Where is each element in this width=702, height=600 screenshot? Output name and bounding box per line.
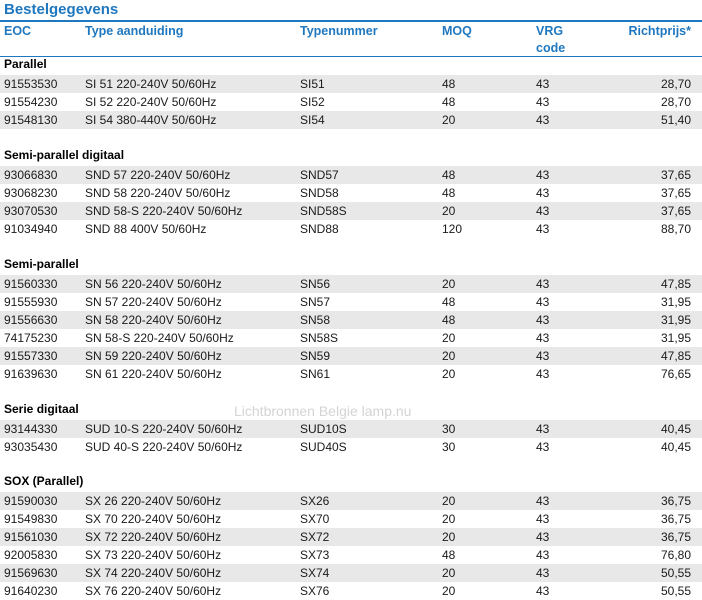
price-cell: 76,80 <box>660 548 691 562</box>
type-cell: SND 88 400V 50/60Hz <box>85 222 207 236</box>
table-row <box>0 564 702 582</box>
moq-cell: 20 <box>442 494 456 508</box>
price-cell: 36,75 <box>660 530 691 544</box>
typenummer-cell: SND58S <box>300 204 347 218</box>
eoc-cell: 91640230 <box>4 584 58 598</box>
page-title: Bestelgegevens <box>4 1 119 18</box>
typenummer-cell: SX74 <box>300 566 330 580</box>
eoc-cell: 93035430 <box>4 440 58 454</box>
price-cell: 31,95 <box>660 295 691 309</box>
section-heading: Serie digitaal <box>4 402 79 416</box>
eoc-cell: 91034940 <box>4 222 58 236</box>
table-row <box>0 311 702 329</box>
eoc-cell: 93070530 <box>4 204 58 218</box>
typenummer-cell: SN58 <box>300 313 331 327</box>
table-row <box>0 347 702 365</box>
type-cell: SND 58-S 220-240V 50/60Hz <box>85 204 243 218</box>
price-cell: 28,70 <box>660 77 691 91</box>
col-header-price: Richtprijs* <box>628 24 691 38</box>
type-cell: SUD 40-S 220-240V 50/60Hz <box>85 440 243 454</box>
typenummer-cell: SND58 <box>300 186 339 200</box>
price-cell: 31,95 <box>660 331 691 345</box>
moq-cell: 20 <box>442 331 456 345</box>
typenummer-cell: SX26 <box>300 494 330 508</box>
vrg-cell: 43 <box>536 168 550 182</box>
table-row <box>0 438 702 456</box>
eoc-cell: 91639630 <box>4 367 58 381</box>
table-row <box>0 510 702 528</box>
vrg-cell: 43 <box>536 566 550 580</box>
price-cell: 40,45 <box>660 422 691 436</box>
typenummer-cell: SI51 <box>300 77 325 91</box>
type-cell: SN 57 220-240V 50/60Hz <box>85 295 222 309</box>
moq-cell: 48 <box>442 168 456 182</box>
table-row <box>0 365 702 383</box>
watermark: Lichtbronnen Belgie lamp.nu <box>234 403 412 419</box>
col-header-eoc: EOC <box>4 24 32 38</box>
vrg-cell: 43 <box>536 548 550 562</box>
moq-cell: 48 <box>442 548 456 562</box>
moq-cell: 20 <box>442 367 456 381</box>
eoc-cell: 91554230 <box>4 95 58 109</box>
type-cell: SX 73 220-240V 50/60Hz <box>85 548 222 562</box>
section-heading: Parallel <box>4 57 47 71</box>
table-row <box>0 546 702 564</box>
vrg-cell: 43 <box>536 349 550 363</box>
price-cell: 50,55 <box>660 584 691 598</box>
vrg-cell: 43 <box>536 313 550 327</box>
moq-cell: 20 <box>442 349 456 363</box>
typenummer-cell: SN56 <box>300 277 331 291</box>
typenummer-cell: SN59 <box>300 349 331 363</box>
moq-cell: 48 <box>442 95 456 109</box>
table-row <box>0 93 702 111</box>
price-cell: 37,65 <box>660 186 691 200</box>
col-header-vrg-line1: VRG <box>536 24 564 38</box>
table-row <box>0 420 702 438</box>
table-row <box>0 202 702 220</box>
table-row <box>0 528 702 546</box>
price-cell: 36,75 <box>660 512 691 526</box>
type-cell: SI 52 220-240V 50/60Hz <box>85 95 217 109</box>
moq-cell: 20 <box>442 584 456 598</box>
eoc-cell: 91560330 <box>4 277 58 291</box>
moq-cell: 48 <box>442 77 456 91</box>
typenummer-cell: SUD10S <box>300 422 347 436</box>
typenummer-cell: SUD40S <box>300 440 347 454</box>
moq-cell: 120 <box>442 222 463 236</box>
moq-cell: 48 <box>442 313 456 327</box>
section-heading: Semi-parallel digitaal <box>4 148 125 162</box>
table-row <box>0 166 702 184</box>
vrg-cell: 43 <box>536 422 550 436</box>
moq-cell: 48 <box>442 186 456 200</box>
typenummer-cell: SX76 <box>300 584 330 598</box>
type-cell: SUD 10-S 220-240V 50/60Hz <box>85 422 243 436</box>
typenummer-cell: SND57 <box>300 168 339 182</box>
price-cell: 47,85 <box>660 349 691 363</box>
eoc-cell: 93144330 <box>4 422 58 436</box>
type-cell: SX 26 220-240V 50/60Hz <box>85 494 222 508</box>
eoc-cell: 74175230 <box>4 331 58 345</box>
vrg-cell: 43 <box>536 584 550 598</box>
section-heading: SOX (Parallel) <box>4 474 84 488</box>
moq-cell: 30 <box>442 422 456 436</box>
type-cell: SN 56 220-240V 50/60Hz <box>85 277 222 291</box>
vrg-cell: 43 <box>536 186 550 200</box>
vrg-cell: 43 <box>536 95 550 109</box>
col-header-type: Type aanduiding <box>85 24 184 38</box>
price-cell: 37,65 <box>660 168 691 182</box>
moq-cell: 20 <box>442 566 456 580</box>
eoc-cell: 91569630 <box>4 566 58 580</box>
eoc-cell: 93068230 <box>4 186 58 200</box>
vrg-cell: 43 <box>536 512 550 526</box>
price-cell: 28,70 <box>660 95 691 109</box>
typenummer-cell: SND88 <box>300 222 339 236</box>
eoc-cell: 91557330 <box>4 349 58 363</box>
table-row <box>0 75 702 93</box>
type-cell: SND 57 220-240V 50/60Hz <box>85 168 231 182</box>
typenummer-cell: SX70 <box>300 512 330 526</box>
typenummer-cell: SN61 <box>300 367 331 381</box>
moq-cell: 20 <box>442 530 456 544</box>
typenummer-cell: SN57 <box>300 295 331 309</box>
type-cell: SI 51 220-240V 50/60Hz <box>85 77 217 91</box>
vrg-cell: 43 <box>536 204 550 218</box>
moq-cell: 20 <box>442 512 456 526</box>
eoc-cell: 91548130 <box>4 113 58 127</box>
vrg-cell: 43 <box>536 367 550 381</box>
vrg-cell: 43 <box>536 295 550 309</box>
vrg-cell: 43 <box>536 277 550 291</box>
price-cell: 36,75 <box>660 494 691 508</box>
eoc-cell: 91556630 <box>4 313 58 327</box>
typenummer-cell: SX72 <box>300 530 330 544</box>
price-cell: 31,95 <box>660 313 691 327</box>
eoc-cell: 91590030 <box>4 494 58 508</box>
vrg-cell: 43 <box>536 77 550 91</box>
header-bottom-rule <box>0 56 702 57</box>
table-row <box>0 329 702 347</box>
eoc-cell: 92005830 <box>4 548 58 562</box>
type-cell: SI 54 380-440V 50/60Hz <box>85 113 217 127</box>
type-cell: SND 58 220-240V 50/60Hz <box>85 186 231 200</box>
typenummer-cell: SI54 <box>300 113 325 127</box>
type-cell: SN 59 220-240V 50/60Hz <box>85 349 222 363</box>
eoc-cell: 91555930 <box>4 295 58 309</box>
eoc-cell: 91553530 <box>4 77 58 91</box>
type-cell: SN 61 220-240V 50/60Hz <box>85 367 222 381</box>
typenummer-cell: SI52 <box>300 95 325 109</box>
vrg-cell: 43 <box>536 440 550 454</box>
header-top-rule <box>0 20 702 22</box>
moq-cell: 20 <box>442 277 456 291</box>
vrg-cell: 43 <box>536 530 550 544</box>
section-heading: Semi-parallel <box>4 257 79 271</box>
col-header-vrg-line2: code <box>536 41 566 55</box>
type-cell: SN 58-S 220-240V 50/60Hz <box>85 331 234 345</box>
table-row <box>0 184 702 202</box>
eoc-cell: 91561030 <box>4 530 58 544</box>
vrg-cell: 43 <box>536 494 550 508</box>
price-cell: 47,85 <box>660 277 691 291</box>
table-row <box>0 275 702 293</box>
price-cell: 88,70 <box>660 222 691 236</box>
typenummer-cell: SN58S <box>300 331 339 345</box>
type-cell: SX 72 220-240V 50/60Hz <box>85 530 222 544</box>
table-row <box>0 492 702 510</box>
col-header-moq: MOQ <box>442 24 472 38</box>
moq-cell: 20 <box>442 113 456 127</box>
moq-cell: 30 <box>442 440 456 454</box>
type-cell: SX 70 220-240V 50/60Hz <box>85 512 222 526</box>
eoc-cell: 93066830 <box>4 168 58 182</box>
table-row <box>0 111 702 129</box>
price-cell: 50,55 <box>660 566 691 580</box>
eoc-cell: 91549830 <box>4 512 58 526</box>
vrg-cell: 43 <box>536 331 550 345</box>
table-row <box>0 293 702 311</box>
table-row <box>0 582 702 600</box>
vrg-cell: 43 <box>536 222 550 236</box>
col-header-vrg <box>536 23 565 57</box>
type-cell: SX 76 220-240V 50/60Hz <box>85 584 222 598</box>
moq-cell: 48 <box>442 295 456 309</box>
price-cell: 76,65 <box>660 367 691 381</box>
typenummer-cell: SX73 <box>300 548 330 562</box>
col-header-typenummer: Typenummer <box>300 24 378 38</box>
type-cell: SN 58 220-240V 50/60Hz <box>85 313 222 327</box>
table-row <box>0 220 702 238</box>
price-cell: 51,40 <box>660 113 691 127</box>
vrg-cell: 43 <box>536 113 550 127</box>
type-cell: SX 74 220-240V 50/60Hz <box>85 566 222 580</box>
price-cell: 37,65 <box>660 204 691 218</box>
price-cell: 40,45 <box>660 440 691 454</box>
moq-cell: 20 <box>442 204 456 218</box>
